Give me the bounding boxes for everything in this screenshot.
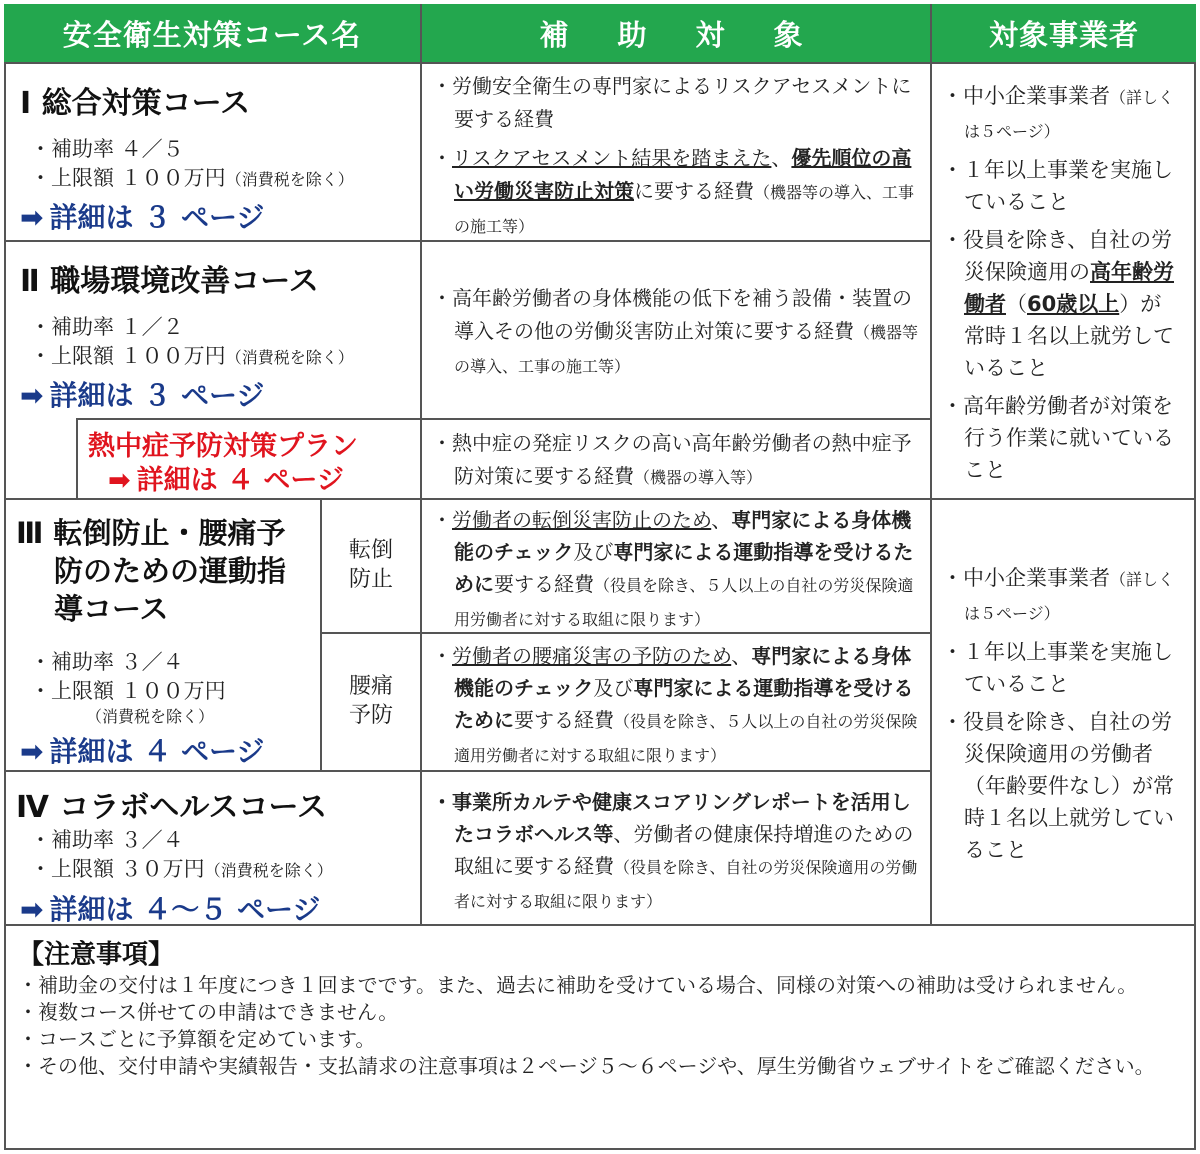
course-1-title: Ⅰ 総合対策コース [20,86,251,121]
arrow-icon: ➡ [20,735,44,768]
arrow-icon: ➡ [20,201,44,234]
subsidy-heatstroke: ・熱中症の発症リスクの高い高年齢労働者の熱中症予防対策に要する経費（機器の導入等） [432,431,912,488]
arrow-icon: ➡ [20,379,44,412]
course-4-tax: （消費税を除く） [204,861,333,880]
course-4-title: Ⅳ コラボヘルスコース [16,790,328,825]
course-1-tax: （消費税を除く） [225,170,354,189]
notes-item: ・コースごとに予算額を定めています。 [18,1027,376,1051]
subcategory-fall-prevention: 転倒 防止 [348,538,393,592]
arrow-icon: ➡ [20,893,44,926]
course-2-limit: ・上限額 １００万円（消費税を除く） [30,344,354,368]
course-3-rate: ・補助率 ３／４ [30,650,184,674]
grid-line [4,62,6,1150]
grid-line [76,418,78,498]
grid-line [4,62,1196,64]
arrow-icon: ➡ [108,465,131,496]
subsidy-course-4: ・事業所カルテや健康スコアリングレポートを活用したコラボヘルス等、労働者の健康保持増進のための取組に要する経費（役員を除き、自社の労災保険適用の労働者に対する取組に限ります） [432,790,918,911]
course-4-rate: ・補助率 ３／４ [30,828,184,852]
notes-list [18,972,1186,1080]
course-2-detail-link[interactable]: ➡ 詳細は ３ ページ [20,379,265,412]
heatstroke-detail-link[interactable]: ➡ 詳細は ４ ページ [108,465,344,496]
subsidy-course-2: ・高年齢労働者の身体機能の低下を補う設備・装置の導入その他の労働災害防止対策に要する経費（機器等の導入、工事の施工等） [432,286,919,376]
subsidy-fall-prevention: ・労働者の転倒災害防止のため、専門家による身体機能のチェック及び専門家による運動指導を受けるために要する経費（役員を除き、５人以上の自社の労災保険適用労働者に対する取組に限ります） [432,508,914,629]
course-3-limit: ・上限額 １００万円 [30,679,226,703]
course-3-title: Ⅲ 転倒防止・腰痛予 防のための運動指 導コース [16,516,287,626]
course-1-limit: ・上限額 １００万円（消費税を除く） [30,166,354,190]
course-1-detail-link[interactable]: ➡ 詳細は ３ ページ [20,201,265,234]
course-3-detail-link[interactable]: ➡ 詳細は ４ ページ [20,735,265,768]
subsidy-back-pain-prevention: ・労働者の腰痛災害の予防のため、専門家による身体機能のチェック及び専門家による運動指導を受けるために要する経費（役員を除き、５人以上の自社の労災保険適用労働者に対する取組に限ります） [432,644,918,765]
eligibility-top: ・中小企業事業者（詳しくは５ページ） ・１年以上事業を実施していること ・役員を除き、自社の労災保険適用の高年齢労働者（60歳以上）が常時１名以上就労していること ・高年齢労働者が対策を行う作業に就いていること [942,84,1175,482]
notes-item: ・その他、交付申請や実績報告・支払請求の注意事項は２ページ５～６ページや、厚生労働省ウェブサイトをご確認ください。 [18,1054,1155,1078]
grid-line [930,4,932,926]
notes-item: ・補助金の交付は１年度につき１回までです。また、過去に補助を受けている場合、同様の対策への補助は受けられません。 [18,973,1138,997]
course-3-tax: （消費税を除く） [86,707,215,726]
header-eligible-business: 対象事業者 [932,4,1196,62]
course-4-limit: ・上限額 ３０万円（消費税を除く） [30,857,333,881]
subcategory-back-pain-prevention: 腰痛 予防 [348,674,393,728]
course-4-detail-link[interactable]: ➡ 詳細は ４～５ ページ [20,893,321,926]
course-2-rate: ・補助率 １／２ [30,315,184,339]
course-2-tax: （消費税を除く） [225,348,354,367]
course-1-rate: ・補助率 ４／５ [30,137,184,161]
grid-line [76,418,930,420]
grid-line [4,1148,1196,1150]
header-course-name: 安全衛生対策コース名 [4,4,420,62]
course-2-title: Ⅱ 職場環境改善コース [20,264,319,299]
notes-item: ・複数コース併せての申請はできません。 [18,1000,399,1024]
notes-title: 【注意事項】 [18,940,175,970]
header-subsidy-target: 補 助 対 象 [422,4,930,62]
heatstroke-plan-title: 熱中症予防対策プラン [88,431,358,462]
eligibility-bottom: ・中小企業事業者（詳しくは５ページ） ・１年以上事業を実施していること ・役員を除き、自社の労災保険適用の労働者（年齢要件なし）が常時１名以上就労していること [942,566,1175,862]
subsidy-course-1: ・労働安全衛生の専門家によるリスクアセスメントに要する経費 ・リスクアセスメント結果を踏まえた、優先順位の高い労働災害防止対策に要する経費（機器等の導入、工事の施工等） [432,74,915,236]
grid-line [1194,62,1196,1150]
grid-line [420,4,422,926]
